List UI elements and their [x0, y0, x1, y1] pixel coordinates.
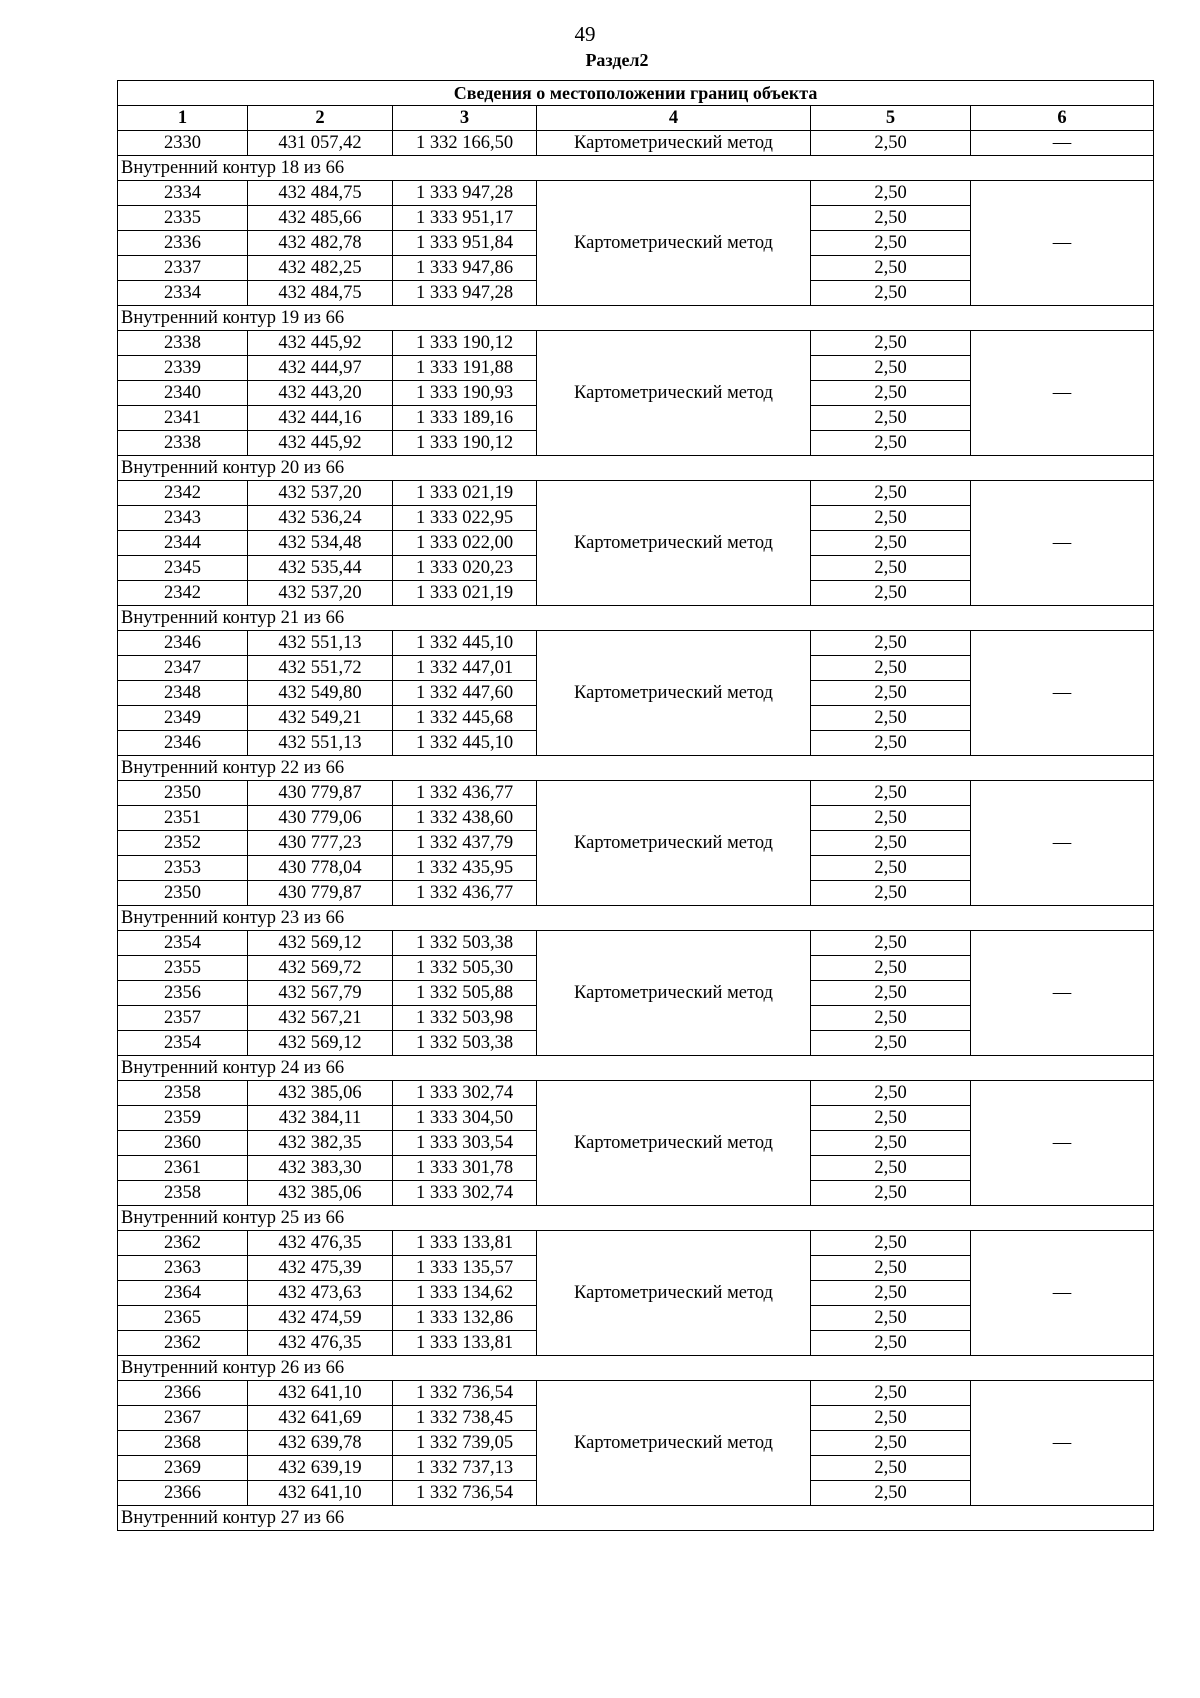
coordinate-x: 432 475,39: [248, 1256, 393, 1281]
coordinate-x: 432 641,69: [248, 1406, 393, 1431]
coordinate-y: 1 333 020,23: [393, 556, 537, 581]
accuracy-cell: 2,50: [811, 981, 971, 1006]
coordinate-y: 1 333 302,74: [393, 1081, 537, 1106]
accuracy-cell: 2,50: [811, 381, 971, 406]
contour-label-row: [118, 606, 1154, 631]
accuracy-cell: 2,50: [811, 1456, 971, 1481]
coordinate-x: 432 641,10: [248, 1381, 393, 1406]
accuracy-cell: 2,50: [811, 1156, 971, 1181]
coordinate-x: 432 551,13: [248, 731, 393, 756]
accuracy-cell: 2,50: [811, 1406, 971, 1431]
point-number: 2367: [118, 1406, 248, 1431]
point-number: 2341: [118, 406, 248, 431]
accuracy-cell: 2,50: [811, 481, 971, 506]
accuracy-cell: 2,50: [811, 1331, 971, 1356]
accuracy-cell: 2,50: [811, 731, 971, 756]
point-number: 2358: [118, 1181, 248, 1206]
point-number: 2330: [118, 131, 248, 156]
column-header: 3: [393, 106, 537, 131]
column-header: 2: [248, 106, 393, 131]
coordinate-y: 1 333 947,28: [393, 181, 537, 206]
point-number: 2350: [118, 881, 248, 906]
coordinate-x: 432 443,20: [248, 381, 393, 406]
accuracy-cell: 2,50: [811, 581, 971, 606]
method-cell: Картометрический метод: [537, 781, 811, 906]
point-number: 2342: [118, 581, 248, 606]
accuracy-cell: 2,50: [811, 331, 971, 356]
coordinate-y: 1 332 445,10: [393, 731, 537, 756]
column-header: 4: [537, 106, 811, 131]
accuracy-cell: 2,50: [811, 431, 971, 456]
coordinate-y: 1 332 166,50: [393, 131, 537, 156]
accuracy-cell: 2,50: [811, 206, 971, 231]
table-row: [118, 181, 1154, 206]
coordinate-y: 1 332 505,30: [393, 956, 537, 981]
accuracy-cell: 2,50: [811, 806, 971, 831]
point-number: 2344: [118, 531, 248, 556]
dash-cell: —: [971, 181, 1154, 306]
point-number: 2364: [118, 1281, 248, 1306]
dash-cell: —: [971, 1231, 1154, 1356]
coordinate-y: 1 332 738,45: [393, 1406, 537, 1431]
coordinate-y: 1 332 736,54: [393, 1481, 537, 1506]
coordinate-y: 1 333 022,00: [393, 531, 537, 556]
point-number: 2339: [118, 356, 248, 381]
coordinate-x: 432 385,06: [248, 1181, 393, 1206]
coordinate-y: 1 333 947,86: [393, 256, 537, 281]
coordinate-x: 432 444,16: [248, 406, 393, 431]
coordinate-x: 431 057,42: [248, 131, 393, 156]
contour-label: Внутренний контур 19 из 66: [118, 306, 1154, 331]
point-number: 2338: [118, 431, 248, 456]
table-row: [118, 481, 1154, 506]
accuracy-cell: 2,50: [811, 781, 971, 806]
accuracy-cell: 2,50: [811, 1306, 971, 1331]
point-number: 2353: [118, 856, 248, 881]
contour-label-row: [118, 756, 1154, 781]
table-row: [118, 931, 1154, 956]
coordinate-x: 432 445,92: [248, 331, 393, 356]
coordinate-x: 432 484,75: [248, 181, 393, 206]
point-number: 2340: [118, 381, 248, 406]
point-number: 2356: [118, 981, 248, 1006]
coordinate-y: 1 333 303,54: [393, 1131, 537, 1156]
accuracy-cell: 2,50: [811, 506, 971, 531]
point-number: 2342: [118, 481, 248, 506]
accuracy-cell: 2,50: [811, 256, 971, 281]
coordinate-x: 432 482,25: [248, 256, 393, 281]
point-number: 2362: [118, 1231, 248, 1256]
point-number: 2334: [118, 281, 248, 306]
coordinate-x: 432 444,97: [248, 356, 393, 381]
coordinate-x: 432 567,79: [248, 981, 393, 1006]
accuracy-cell: 2,50: [811, 1231, 971, 1256]
point-number: 2348: [118, 681, 248, 706]
dash-cell: —: [971, 331, 1154, 456]
column-header: 6: [971, 106, 1154, 131]
coordinate-y: 1 332 503,98: [393, 1006, 537, 1031]
accuracy-cell: 2,50: [811, 281, 971, 306]
method-cell: Картометрический метод: [537, 1081, 811, 1206]
coordinate-y: 1 332 503,38: [393, 1031, 537, 1056]
dash-cell: —: [971, 631, 1154, 756]
coordinate-y: 1 332 737,13: [393, 1456, 537, 1481]
point-number: 2362: [118, 1331, 248, 1356]
point-number: 2359: [118, 1106, 248, 1131]
coordinate-y: 1 333 021,19: [393, 481, 537, 506]
contour-label: Внутренний контур 22 из 66: [118, 756, 1154, 781]
method-cell: Картометрический метод: [537, 1231, 811, 1356]
contour-label-row: [118, 1506, 1154, 1531]
coordinate-x: 432 484,75: [248, 281, 393, 306]
point-number: 2363: [118, 1256, 248, 1281]
coordinate-x: 432 569,12: [248, 1031, 393, 1056]
coordinate-x: 432 535,44: [248, 556, 393, 581]
accuracy-cell: 2,50: [811, 856, 971, 881]
contour-label: Внутренний контур 21 из 66: [118, 606, 1154, 631]
contour-label: Внутренний контур 23 из 66: [118, 906, 1154, 931]
coordinate-x: 432 639,19: [248, 1456, 393, 1481]
coordinate-x: 432 534,48: [248, 531, 393, 556]
accuracy-cell: 2,50: [811, 706, 971, 731]
coordinate-x: 432 551,13: [248, 631, 393, 656]
column-header: 5: [811, 106, 971, 131]
point-number: 2337: [118, 256, 248, 281]
point-number: 2365: [118, 1306, 248, 1331]
point-number: 2347: [118, 656, 248, 681]
accuracy-cell: 2,50: [811, 1106, 971, 1131]
accuracy-cell: 2,50: [811, 631, 971, 656]
accuracy-cell: 2,50: [811, 681, 971, 706]
coordinate-y: 1 333 190,12: [393, 331, 537, 356]
accuracy-cell: 2,50: [811, 1031, 971, 1056]
point-number: 2336: [118, 231, 248, 256]
coordinate-x: 432 385,06: [248, 1081, 393, 1106]
column-header-row: [118, 106, 1154, 131]
dash-cell: —: [971, 131, 1154, 156]
accuracy-cell: 2,50: [811, 131, 971, 156]
coordinate-y: 1 333 951,84: [393, 231, 537, 256]
coordinate-y: 1 333 134,62: [393, 1281, 537, 1306]
coordinate-y: 1 333 189,16: [393, 406, 537, 431]
point-number: 2349: [118, 706, 248, 731]
accuracy-cell: 2,50: [811, 406, 971, 431]
accuracy-cell: 2,50: [811, 956, 971, 981]
dash-cell: —: [971, 1381, 1154, 1506]
coordinate-y: 1 332 447,60: [393, 681, 537, 706]
contour-label-row: [118, 1206, 1154, 1231]
dash-cell: —: [971, 1081, 1154, 1206]
point-number: 2358: [118, 1081, 248, 1106]
coordinate-x: 432 474,59: [248, 1306, 393, 1331]
method-cell: Картометрический метод: [537, 1381, 811, 1506]
point-number: 2354: [118, 1031, 248, 1056]
coordinate-x: 430 779,87: [248, 881, 393, 906]
contour-label-row: [118, 306, 1154, 331]
coordinate-y: 1 332 445,10: [393, 631, 537, 656]
point-number: 2355: [118, 956, 248, 981]
coordinate-y: 1 332 435,95: [393, 856, 537, 881]
column-header: 1: [118, 106, 248, 131]
coordinate-y: 1 332 437,79: [393, 831, 537, 856]
table-row: [118, 1081, 1154, 1106]
accuracy-cell: 2,50: [811, 1181, 971, 1206]
contour-label-row: [118, 156, 1154, 181]
accuracy-cell: 2,50: [811, 1481, 971, 1506]
coordinate-x: 430 779,06: [248, 806, 393, 831]
method-cell: Картометрический метод: [537, 331, 811, 456]
coordinate-y: 1 332 436,77: [393, 881, 537, 906]
table-row: [118, 1231, 1154, 1256]
coordinate-y: 1 333 132,86: [393, 1306, 537, 1331]
coordinate-y: 1 332 736,54: [393, 1381, 537, 1406]
point-number: 2369: [118, 1456, 248, 1481]
contour-label-row: [118, 1056, 1154, 1081]
accuracy-cell: 2,50: [811, 1131, 971, 1156]
coordinate-x: 432 569,12: [248, 931, 393, 956]
coordinate-x: 432 445,92: [248, 431, 393, 456]
coordinate-y: 1 333 304,50: [393, 1106, 537, 1131]
point-number: 2346: [118, 631, 248, 656]
coordinate-x: 432 567,21: [248, 1006, 393, 1031]
coordinate-y: 1 332 505,88: [393, 981, 537, 1006]
coordinate-x: 432 549,21: [248, 706, 393, 731]
coordinate-y: 1 333 190,93: [393, 381, 537, 406]
contour-label: Внутренний контур 27 из 66: [118, 1506, 1154, 1531]
coordinate-y: 1 333 190,12: [393, 431, 537, 456]
point-number: 2351: [118, 806, 248, 831]
accuracy-cell: 2,50: [811, 1006, 971, 1031]
accuracy-cell: 2,50: [811, 1381, 971, 1406]
accuracy-cell: 2,50: [811, 1281, 971, 1306]
page-number: 49: [574, 22, 596, 46]
coordinate-y: 1 332 503,38: [393, 931, 537, 956]
coordinate-x: 430 778,04: [248, 856, 393, 881]
coordinate-x: 432 569,72: [248, 956, 393, 981]
coordinate-y: 1 332 436,77: [393, 781, 537, 806]
table-row: [118, 1381, 1154, 1406]
point-number: 2357: [118, 1006, 248, 1031]
coordinate-y: 1 332 739,05: [393, 1431, 537, 1456]
coordinate-x: 430 779,87: [248, 781, 393, 806]
boundary-coordinates-table: [117, 80, 1154, 1531]
coordinate-y: 1 333 133,81: [393, 1231, 537, 1256]
table-title-row: [118, 81, 1154, 106]
point-number: 2350: [118, 781, 248, 806]
table-row: [118, 331, 1154, 356]
accuracy-cell: 2,50: [811, 556, 971, 581]
method-cell: Картометрический метод: [537, 181, 811, 306]
method-cell: Картометрический метод: [537, 931, 811, 1056]
point-number: 2366: [118, 1381, 248, 1406]
contour-label: Внутренний контур 25 из 66: [118, 1206, 1154, 1231]
coordinate-y: 1 332 438,60: [393, 806, 537, 831]
method-cell: Картометрический метод: [537, 131, 811, 156]
accuracy-cell: 2,50: [811, 831, 971, 856]
accuracy-cell: 2,50: [811, 656, 971, 681]
table-row: [118, 131, 1154, 156]
accuracy-cell: 2,50: [811, 1081, 971, 1106]
coordinate-x: 432 549,80: [248, 681, 393, 706]
coordinate-x: 432 482,78: [248, 231, 393, 256]
coordinate-y: 1 333 135,57: [393, 1256, 537, 1281]
coordinate-y: 1 332 445,68: [393, 706, 537, 731]
contour-label-row: [118, 1356, 1154, 1381]
point-number: 2335: [118, 206, 248, 231]
dash-cell: —: [971, 781, 1154, 906]
table-title: Сведения о местоположении границ объекта: [118, 81, 1154, 106]
coordinate-y: 1 333 021,19: [393, 581, 537, 606]
contour-label-row: [118, 456, 1154, 481]
coordinate-y: 1 333 302,74: [393, 1181, 537, 1206]
point-number: 2361: [118, 1156, 248, 1181]
coordinate-x: 432 551,72: [248, 656, 393, 681]
coordinate-x: 432 485,66: [248, 206, 393, 231]
method-cell: Картометрический метод: [537, 481, 811, 606]
coordinate-x: 432 537,20: [248, 481, 393, 506]
coordinate-y: 1 333 947,28: [393, 281, 537, 306]
coordinate-x: 432 537,20: [248, 581, 393, 606]
accuracy-cell: 2,50: [811, 1431, 971, 1456]
coordinate-x: 430 777,23: [248, 831, 393, 856]
contour-label: Внутренний контур 20 из 66: [118, 456, 1154, 481]
section-title: Раздел2: [585, 50, 649, 70]
point-number: 2338: [118, 331, 248, 356]
coordinate-y: 1 333 133,81: [393, 1331, 537, 1356]
accuracy-cell: 2,50: [811, 881, 971, 906]
coordinate-y: 1 333 022,95: [393, 506, 537, 531]
coordinate-y: 1 333 301,78: [393, 1156, 537, 1181]
point-number: 2354: [118, 931, 248, 956]
coordinate-x: 432 473,63: [248, 1281, 393, 1306]
coordinate-x: 432 476,35: [248, 1331, 393, 1356]
coordinate-x: 432 383,30: [248, 1156, 393, 1181]
point-number: 2343: [118, 506, 248, 531]
coordinate-x: 432 384,11: [248, 1106, 393, 1131]
dash-cell: —: [971, 481, 1154, 606]
contour-label-row: [118, 906, 1154, 931]
contour-label: Внутренний контур 18 из 66: [118, 156, 1154, 181]
point-number: 2352: [118, 831, 248, 856]
coordinate-x: 432 382,35: [248, 1131, 393, 1156]
coordinate-y: 1 333 951,17: [393, 206, 537, 231]
accuracy-cell: 2,50: [811, 531, 971, 556]
point-number: 2346: [118, 731, 248, 756]
coordinate-y: 1 333 191,88: [393, 356, 537, 381]
accuracy-cell: 2,50: [811, 931, 971, 956]
table-row: [118, 781, 1154, 806]
contour-label: Внутренний контур 24 из 66: [118, 1056, 1154, 1081]
point-number: 2334: [118, 181, 248, 206]
coordinate-x: 432 476,35: [248, 1231, 393, 1256]
point-number: 2368: [118, 1431, 248, 1456]
point-number: 2366: [118, 1481, 248, 1506]
accuracy-cell: 2,50: [811, 356, 971, 381]
table-row: [118, 631, 1154, 656]
point-number: 2345: [118, 556, 248, 581]
point-number: 2360: [118, 1131, 248, 1156]
contour-label: Внутренний контур 26 из 66: [118, 1356, 1154, 1381]
accuracy-cell: 2,50: [811, 181, 971, 206]
accuracy-cell: 2,50: [811, 231, 971, 256]
dash-cell: —: [971, 931, 1154, 1056]
coordinate-x: 432 641,10: [248, 1481, 393, 1506]
coordinate-x: 432 536,24: [248, 506, 393, 531]
method-cell: Картометрический метод: [537, 631, 811, 756]
accuracy-cell: 2,50: [811, 1256, 971, 1281]
coordinate-x: 432 639,78: [248, 1431, 393, 1456]
coordinate-y: 1 332 447,01: [393, 656, 537, 681]
